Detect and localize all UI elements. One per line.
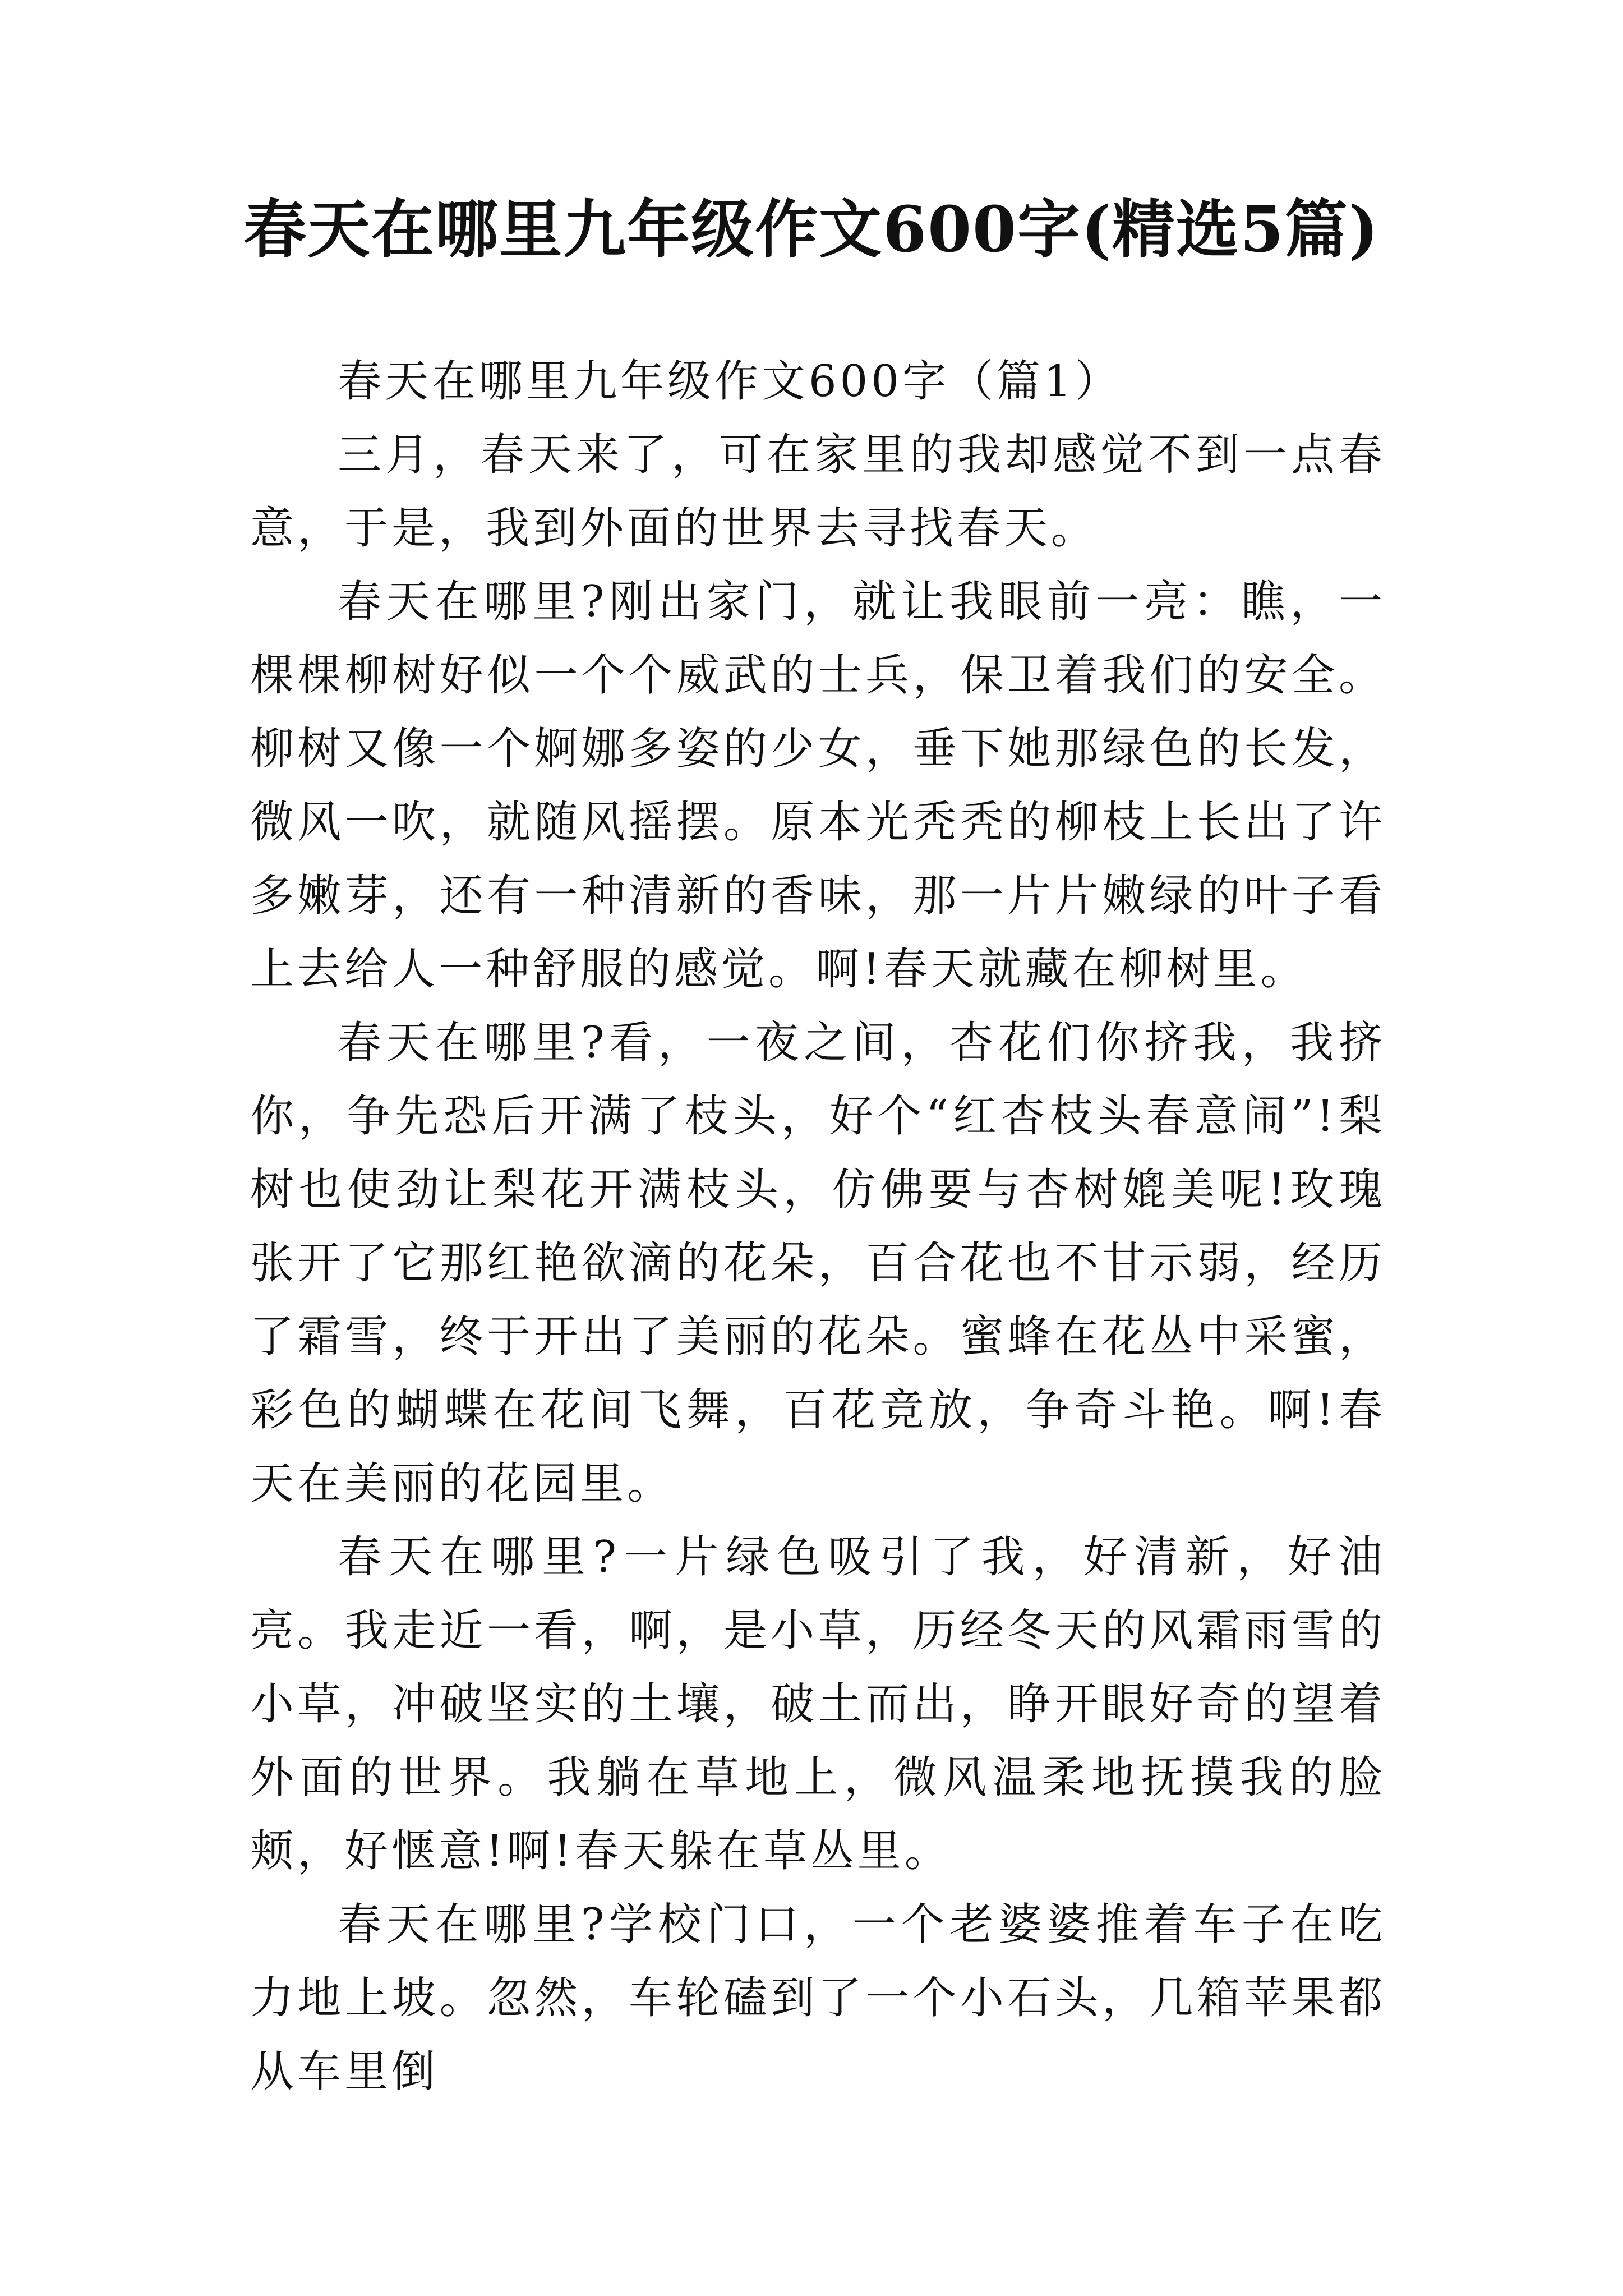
document-title: 春天在哪里九年级作文600字(精选5篇) — [243, 193, 1380, 266]
paragraph: 春天在哪里?刚出家门，就让我眼前一亮：瞧，一棵棵柳树好似一个个威武的士兵，保卫着我们的安全。柳树又像一个婀娜多姿的少女，垂下她那绿色的长发，微风一吹，就随风摇摆。原本光秃秃的柳枝上长出了许多嫩芽，还有一种清新的香味，那一片片嫩绿的叶子看上去给人一种舒服的感觉。啊!春天就藏在柳树里。 — [250, 577, 1386, 995]
paragraph: 春天在哪里?学校门口，一个老婆婆推着车子在吃力地上坡。忽然，车轮磕到了一个小石头，几箱苹果都从车里倒 — [250, 1899, 1386, 2097]
section-heading: 春天在哪里九年级作文600字（篇1） — [338, 356, 1122, 407]
document-body — [250, 345, 1386, 2109]
paragraph: 春天在哪里?看，一夜之间，杏花们你挤我，我挤你，争先恐后开满了枝头，好个“红杏枝头春意闹”!梨树也使劲让梨花开满枝头，仿佛要与杏树媲美呢!玫瑰张开了它那红艳欲滴的花朵，百合花也不甘示弱，经历了霜雪，终于开出了美丽的花朵。蜜蜂在花丛中采蜜，彩色的蝴蝶在花间飞舞，百花竞放，争奇斗艳。啊!春天在美丽的花园里。 — [250, 1018, 1386, 1509]
paragraph: 春天在哪里?一片绿色吸引了我，好清新，好油亮。我走近一看，啊，是小草，历经冬天的风霜雨雪的小草，冲破坚实的土壤，破土而出，睁开眼好奇的望着外面的世界。我躺在草地上，微风温柔地抚摸我的脸颊，好惬意!啊!春天躲在草丛里。 — [250, 1532, 1386, 1876]
paragraph: 三月，春天来了，可在家里的我却感觉不到一点春意，于是，我到外面的世界去寻找春天。 — [250, 430, 1386, 554]
